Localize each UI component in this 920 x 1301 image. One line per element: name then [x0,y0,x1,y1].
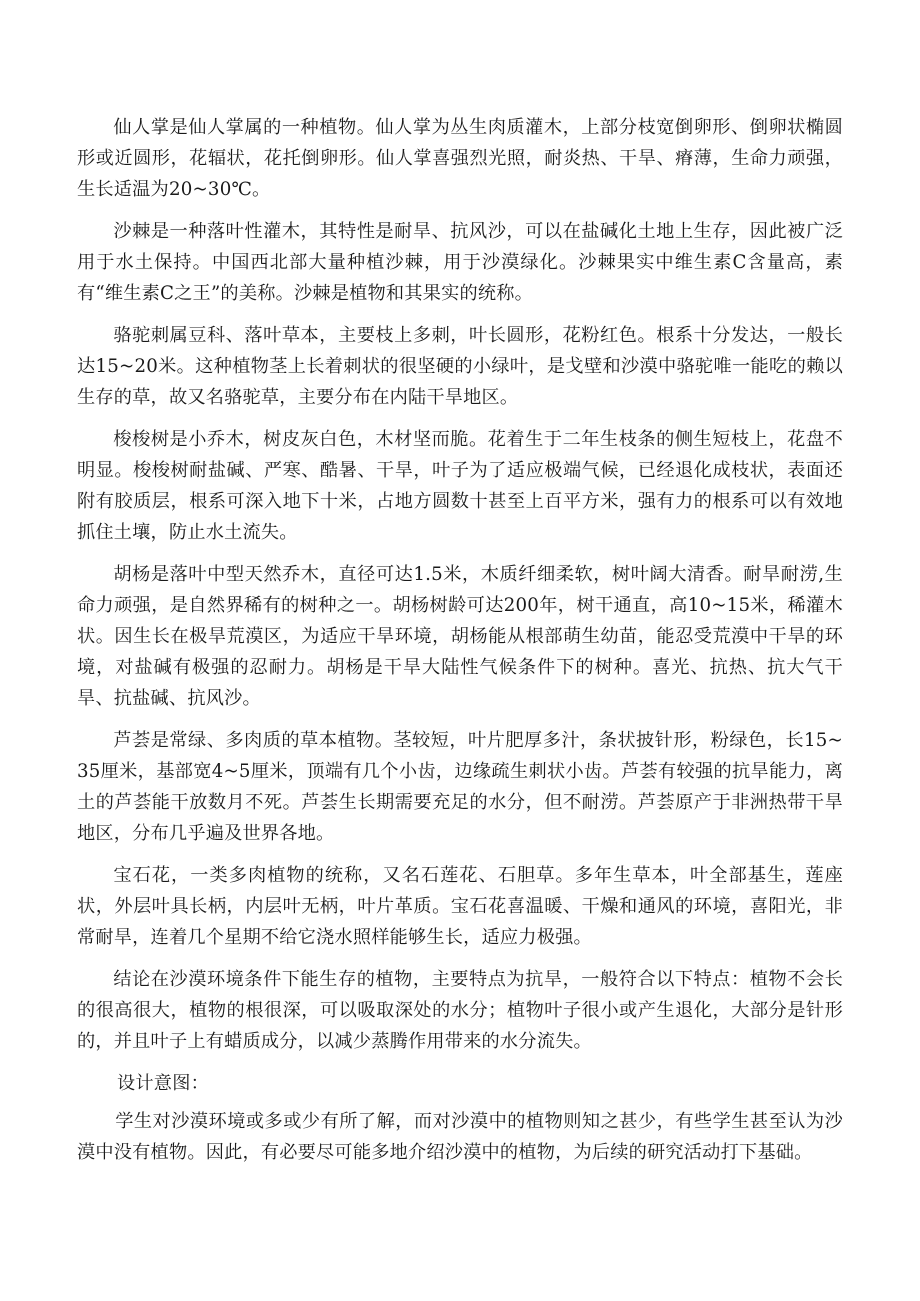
paragraph-populus-euphratica: 胡杨是落叶中型天然乔木，直径可达1.5米，木质纤细柔软，树叶阔大清香。耐旱耐涝,生命力顽强，是自然界稀有的树种之一。胡杨树龄可达200年，树干通直，高10~15米，稀灌木状。因生长在极旱荒漠区，为适应干旱环境，胡杨能从根部萌生幼苗，能忍受荒漠中干旱的环境，对盐碱有极强的忍耐力。胡杨是干旱大陆性气候条件下的树种。喜光、抗热、抗大气干旱、抗盐碱、抗风沙。 [77,564,843,709]
design-intent-body: 学生对沙漠环境或多或少有所了解，而对沙漠中的植物则知之甚少，有些学生甚至认为沙漠中没有植物。因此，有必要尽可能多地介绍沙漠中的植物，为后续的研究活动打下基础。 [77,1111,843,1163]
paragraph-saxaul: 梭梭树是小乔木，树皮灰白色，木材坚而脆。花着生于二年生枝条的侧生短枝上，花盘不明显。梭梭树耐盐碱、严寒、酷暑、干旱，叶子为了适应极端气候，已经退化成枝状，表面还附有胶质层，根系可深入地下十米，占地方圆数十甚至上百平方米，强有力的根系可以有效地抓住土壤，防止水土流失。 [77,429,843,543]
paragraph-sea-buckthorn: 沙棘是一种落叶性灌木，其特性是耐旱、抗风沙，可以在盐碱化土地上生存，因此被广泛用于水土保持。中国西北部大量种植沙棘，用于沙漠绿化。沙棘果实中维生素C含量高，素有“维生素C之王”的美称。沙棘是植物和其果实的统称。 [77,221,843,304]
paragraph-conclusion: 结论在沙漠环境条件下能生存的植物，主要特点为抗旱，一般符合以下特点：植物不会长的很高很大，植物的根很深，可以吸取深处的水分；植物叶子很小或产生退化，大部分是针形的，并且叶子上有蜡质成分，以减少蒸腾作用带来的水分流失。 [77,969,843,1052]
paragraph-camelthorn: 骆驼刺属豆科、落叶草本，主要枝上多刺，叶长圆形，花粉红色。根系十分发达，一般长达15~20米。这种植物茎上长着刺状的很坚硬的小绿叶，是戈壁和沙漠中骆驼唯一能吃的赖以生存的草，故又名骆驼草，主要分布在内陆干旱地区。 [77,325,843,408]
paragraph-aloe: 芦荟是常绿、多肉质的草本植物。茎较短，叶片肥厚多汁，条状披针形，粉绿色，长15~35厘米，基部宽4~5厘米，顶端有几个小齿，边缘疏生刺状小齿。芦荟有较强的抗旱能力，离土的芦荟能干放数月不死。芦荟生长期需要充足的水分，但不耐涝。芦荟原产于非洲热带干旱地区，分布几乎遍及世界各地。 [77,730,843,844]
design-intent-heading: 设计意图： [117,1073,209,1094]
document-page [77,112,843,1179]
paragraph-cactus: 仙人掌是仙人掌属的一种植物。仙人掌为丛生肉质灌木，上部分枝宽倒卵形、倒卵状椭圆形或近圆形，花辐状，花托倒卵形。仙人掌喜强烈光照，耐炎热、干旱、瘠薄，生命力顽强，生长适温为20~30℃。 [77,117,843,200]
paragraph-echeveria: 宝石花，一类多肉植物的统称，又名石莲花、石胆草。多年生草本，叶全部基生，莲座状，外层叶具长柄，内层叶无柄，叶片革质。宝石花喜温暖、干燥和通风的环境，喜阳光，非常耐旱，连着几个星期不给它浇水照样能够生长，适应力极强。 [77,865,843,948]
